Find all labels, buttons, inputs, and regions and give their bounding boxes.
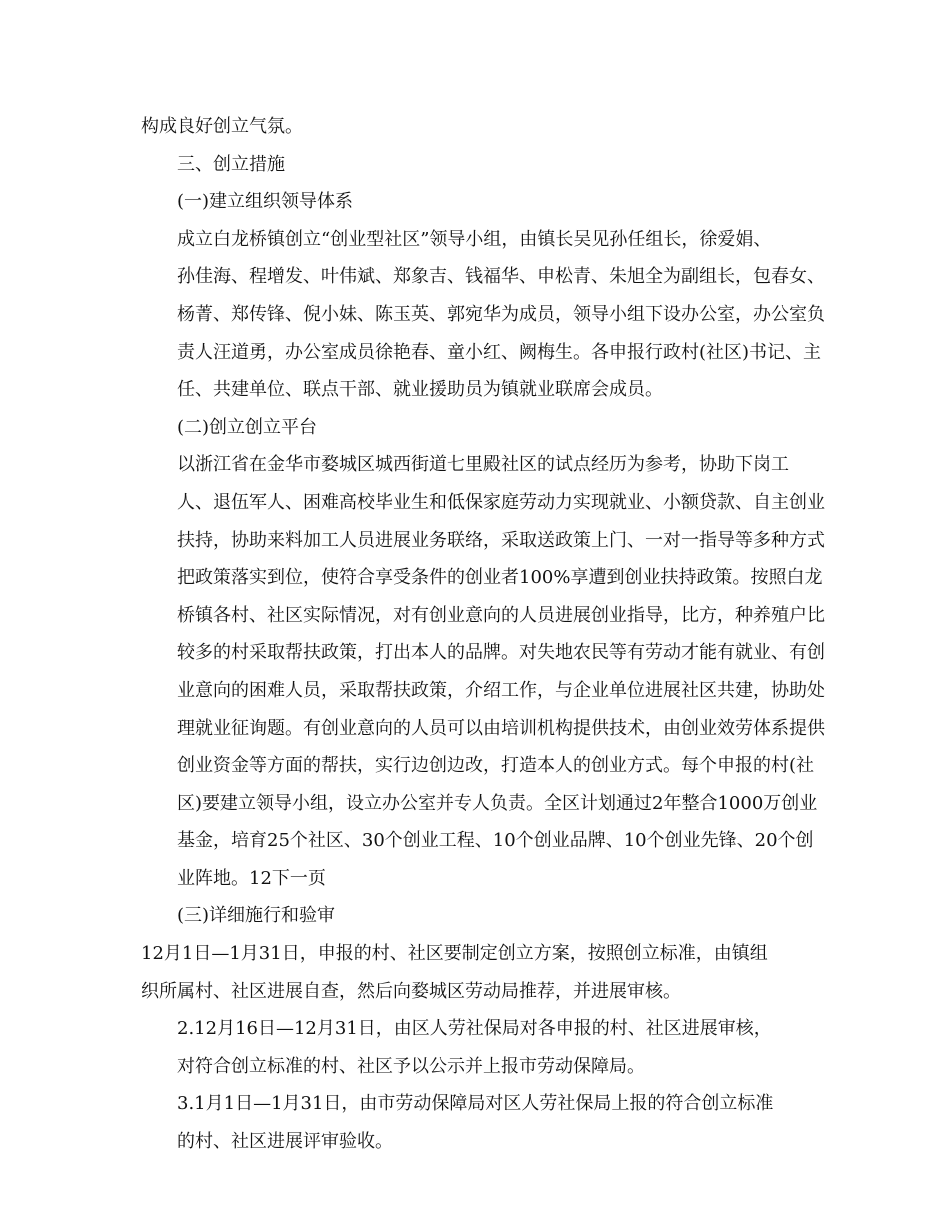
text-line: 基金，培育25个社区、30个创业工程、10个创业品牌、10个创业先锋、20个创 [177,830,814,852]
text-line: 成立白龙桥镇创立“创业型社区”领导小组，由镇长吴见孙任组长，徐爱娟、 [177,228,772,250]
text-line: 织所属村、社区进展自查，然后向婺城区劳动局推荐，并进展审核。 [141,980,681,1002]
paragraph [141,446,825,897]
paragraph [141,897,812,935]
paragraph [141,108,812,146]
text-line: 以浙江省在金华市婺城区城西街道七里殿社区的试点经历为参考，协助下岗工 [177,454,789,476]
text-line: 把政策落实到位，使符合享受条件的创业者100%享遭到创业扶持政策。按照白龙 [177,567,823,589]
text-line: (三)详细施行和验审 [177,905,336,927]
text-line: (一)建立组织领导体系 [177,191,354,213]
text-line: 2.12月16日—12月31日，由区人劳社保局对各申报的村、社区进展审核， [177,1018,772,1040]
text-line: 12月1日—1月31日，申报的村、社区要制定创立方案，按照创立标准，由镇组 [141,943,768,965]
text-line: 对符合创立标准的村、社区予以公示并上报市劳动保障局。 [177,1055,645,1077]
paragraph [141,1085,812,1160]
text-line: 的村、社区进展评审验收。 [177,1131,393,1153]
text-line: 构成良好创立气氛。 [141,116,303,137]
text-line: (二)创立创立平台 [177,416,318,438]
text-line: 业阵地。12下一页 [177,867,326,889]
text-line: 扶持，协助来料加工人员进展业务联络，采取送政策上门、一对一指导等多种方式 [177,529,825,551]
paragraph [141,183,812,221]
text-line: 3.1月1日—1月31日，由市劳动保障局对区人劳社保局上报的符合创立标准 [177,1093,774,1115]
text-line: 人、退伍军人、困难高校毕业生和低保家庭劳动力实现就业、小额贷款、自主创业 [177,491,825,513]
text-line: 区)要建立领导小组，设立办公室并专人负责。全区计划通过2年整合1000万创业 [177,792,818,814]
text-line: 创业资金等方面的帮扶，实行边创边改，打造本人的创业方式。每个申报的村(社 [177,755,815,777]
text-line: 孙佳海、程增发、叶伟斌、郑象吉、钱福华、申松青、朱旭全为副组长，包春女、 [177,266,825,288]
paragraph [141,146,812,184]
text-line: 理就业征询题。有创业意向的人员可以由培训机构提供技术，由创业效劳体系提供 [177,717,825,739]
paragraph [141,221,825,409]
text-line: 桥镇各村、社区实际情况，对有创业意向的人员进展创业指导，比方，种养殖户比 [177,604,825,626]
text-line: 较多的村采取帮扶政策，打出本人的品牌。对失地农民等有劳动才能有就业、有创 [177,642,825,664]
paragraph [141,409,812,447]
text-line: 业意向的困难人员，采取帮扶政策，介绍工作，与企业单位进展社区共建，协助处 [177,679,825,701]
text-line: 三、创立措施 [177,153,285,175]
text-line: 杨菁、郑传锋、倪小妹、陈玉英、郭宛华为成员，领导小组下设办公室，办公室负 [177,303,825,325]
document-page [141,108,825,1161]
paragraph [141,1010,812,1085]
text-line: 任、共建单位、联点干部、就业援助员为镇就业联席会成员。 [177,379,663,401]
paragraph [141,935,812,1010]
text-line: 责人汪道勇，办公室成员徐艳春、童小红、阙梅生。各申报行政村(社区)书记、主 [177,341,822,363]
